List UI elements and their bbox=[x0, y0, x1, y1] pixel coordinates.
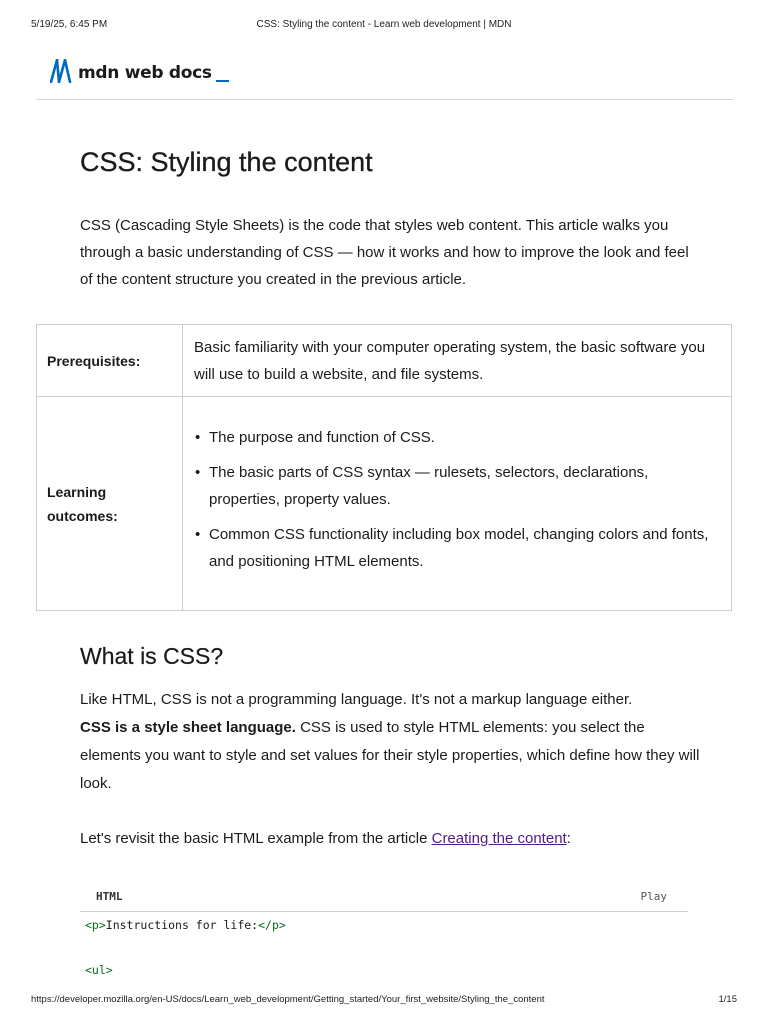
code-language-label: HTML bbox=[96, 890, 123, 903]
code-tag: </p> bbox=[258, 918, 286, 932]
prerequisites-table bbox=[36, 324, 732, 611]
print-footer bbox=[0, 994, 768, 1008]
code-block-header bbox=[80, 884, 688, 912]
paragraph-text: : bbox=[566, 830, 571, 847]
paragraph-text: Like HTML, CSS is not a programming language. It's not a markup language either. bbox=[80, 691, 633, 708]
intro-paragraph: CSS (Cascading Style Sheets) is the code that styles web content. This article walks you through a basic understanding of CSS — how it works and how to improve the look and feel of the content structure you created in the previous article. bbox=[80, 217, 689, 288]
play-button[interactable]: Play bbox=[640, 890, 667, 903]
mdn-logo-icon bbox=[50, 59, 72, 83]
prerequisites-label: Prerequisites: bbox=[37, 325, 183, 397]
paragraph-text: CSS is used to style HTML elements: you select the elements you want to style and set values for their style properties, which define how they will look. bbox=[80, 719, 700, 792]
list-item: • Common CSS functionality including box model, changing colors and fonts, and positioning HTML elements. bbox=[209, 521, 721, 575]
code-text: Instructions for life: bbox=[105, 918, 259, 932]
prerequisites-text: Basic familiarity with your computer operating system, the basic software you will use to build a website, and file systems. bbox=[183, 325, 732, 397]
print-datetime: 5/19/25, 6:45 PM bbox=[31, 19, 108, 30]
code-line bbox=[85, 918, 286, 932]
creating-content-link[interactable]: Creating the content bbox=[431, 830, 567, 847]
print-header bbox=[0, 19, 768, 33]
revisit-paragraph bbox=[80, 826, 700, 852]
outcomes-cell bbox=[183, 397, 732, 611]
code-tag: <ul> bbox=[85, 963, 113, 977]
page-title: CSS: Styling the content bbox=[80, 147, 373, 177]
section-heading: What is CSS? bbox=[80, 643, 224, 669]
paragraph-text: Let's revisit the basic HTML example from the article bbox=[80, 830, 432, 847]
outcomes-label: Learning outcomes: bbox=[37, 397, 183, 611]
outcomes-list bbox=[194, 424, 721, 575]
print-url: https://developer.mozilla.org/en-US/docs/Learn_web_development/Getting_started/Your_first_website/Styling_the_content bbox=[31, 994, 545, 1005]
table-row bbox=[37, 397, 732, 611]
what-is-css-paragraph bbox=[80, 686, 700, 798]
print-doc-title: CSS: Styling the content - Learn web development | MDN bbox=[256, 19, 512, 30]
list-item: • The basic parts of CSS syntax — rulesets, selectors, declarations, properties, property values. bbox=[209, 459, 721, 513]
list-item: • The purpose and function of CSS. bbox=[209, 424, 721, 451]
page-number: 1/15 bbox=[718, 994, 737, 1005]
code-line bbox=[85, 963, 113, 977]
header-divider bbox=[36, 99, 733, 100]
logo-cursor bbox=[216, 80, 229, 82]
bold-text: CSS is a style sheet language. bbox=[80, 719, 296, 736]
logo-wordmark: mdn web docs bbox=[78, 63, 212, 83]
mdn-logo[interactable] bbox=[50, 57, 229, 83]
table-row bbox=[37, 325, 732, 397]
code-tag: <p> bbox=[85, 918, 106, 932]
